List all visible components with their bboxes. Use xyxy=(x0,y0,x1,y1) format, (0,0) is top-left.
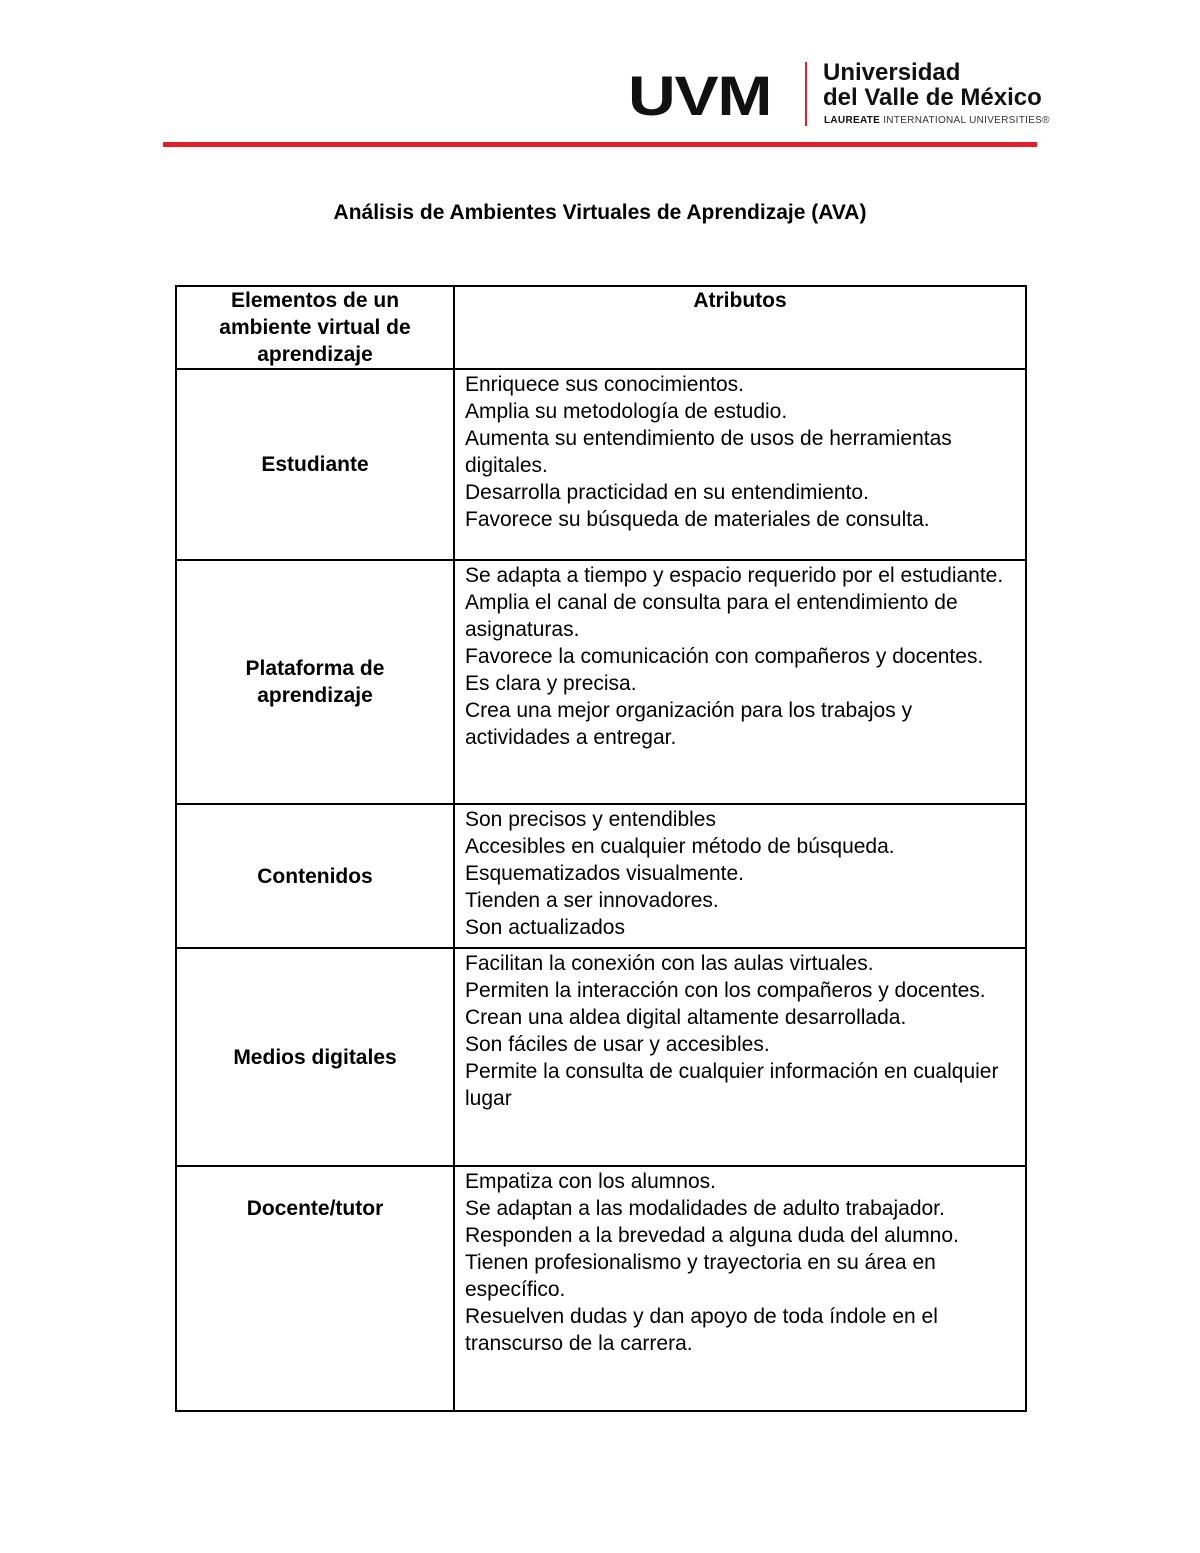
attribute-item: Esquematizados visualmente. xyxy=(465,862,744,885)
attributes-cell xyxy=(454,804,1026,948)
tagline-bold: LAUREATE xyxy=(824,115,881,126)
attribute-item: Son precisos y entendibles xyxy=(465,808,716,831)
attribute-item: Crea una mejor organización para los trabajos y actividades a entregar. xyxy=(465,699,913,749)
attribute-item: Favorece su búsqueda de materiales de consulta. xyxy=(465,508,930,531)
logo-tagline xyxy=(824,116,1050,126)
attribute-item: Facilitan la conexión con las aulas virtuales. xyxy=(465,952,874,975)
attribute-item: Permite la consulta de cualquier información en cualquier lugar xyxy=(465,1060,999,1110)
element-cell: Medios digitales xyxy=(176,948,454,1166)
header-attributes: Atributos xyxy=(454,286,1026,369)
attribute-item: Desarrolla practicidad en su entendimiento. xyxy=(465,481,869,504)
attribute-item: Son fáciles de usar y accesibles. xyxy=(465,1033,770,1056)
uvm-logo xyxy=(628,60,1048,132)
attribute-item: Es clara y precisa. xyxy=(465,672,637,695)
table-row xyxy=(176,804,1026,948)
attribute-list xyxy=(465,562,1015,751)
table-row xyxy=(176,948,1026,1166)
attribute-list xyxy=(465,950,1015,1112)
table-row xyxy=(176,560,1026,804)
document-title: Análisis de Ambientes Virtuales de Aprendizaje (AVA) xyxy=(333,201,867,224)
attributes-cell xyxy=(454,1166,1026,1411)
attribute-item: Se adapta a tiempo y espacio requerido por el estudiante. xyxy=(465,564,1004,587)
attribute-item: Tienen profesionalismo y trayectoria en su área en específico. xyxy=(465,1251,936,1301)
attribute-item: Se adaptan a las modalidades de adulto trabajador. xyxy=(465,1197,945,1220)
attribute-item: Crean una aldea digital altamente desarrollada. xyxy=(465,1006,907,1029)
attribute-item: Enriquece sus conocimientos. xyxy=(465,373,744,396)
element-cell: Plataforma de aprendizaje xyxy=(176,560,454,804)
attribute-item: Permiten la interacción con los compañeros y docentes. xyxy=(465,979,986,1002)
tagline-rest: INTERNATIONAL UNIVERSITIES® xyxy=(883,115,1050,126)
attributes-cell xyxy=(454,948,1026,1166)
university-name xyxy=(823,60,1042,110)
university-name-line1: Universidad xyxy=(823,59,961,86)
element-cell: Estudiante xyxy=(176,369,454,560)
attribute-list xyxy=(465,1168,1015,1357)
table-row xyxy=(176,1166,1026,1411)
attribute-item: Tienden a ser innovadores. xyxy=(465,889,719,912)
attributes-cell xyxy=(454,369,1026,560)
attribute-item: Responden a la brevedad a alguna duda del alumno. xyxy=(465,1224,959,1247)
attribute-item: Aumenta su entendimiento de usos de herramientas digitales. xyxy=(465,427,952,477)
element-cell: Docente/tutor xyxy=(176,1166,454,1411)
header-elements: Elementos de un ambiente virtual de aprendizaje xyxy=(176,286,454,369)
attribute-item: Favorece la comunicación con compañeros y docentes. xyxy=(465,645,984,668)
attribute-list xyxy=(465,806,1015,941)
logo-mark: UVM xyxy=(628,64,772,127)
university-name-line2: del Valle de México xyxy=(823,84,1042,111)
attribute-item: Resuelven dudas y dan apoyo de toda índole en el transcurso de la carrera. xyxy=(465,1305,938,1355)
attribute-item: Empatiza con los alumnos. xyxy=(465,1170,716,1193)
attributes-cell xyxy=(454,560,1026,804)
element-cell: Contenidos xyxy=(176,804,454,948)
header-red-rule xyxy=(163,142,1037,147)
ava-analysis-table xyxy=(175,285,1027,1412)
attribute-item: Accesibles en cualquier método de búsqueda. xyxy=(465,835,895,858)
logo-divider xyxy=(805,62,807,126)
attribute-item: Son actualizados xyxy=(465,916,625,939)
table-header-row xyxy=(176,286,1026,369)
attribute-list xyxy=(465,371,1015,533)
table-row xyxy=(176,369,1026,560)
attribute-item: Amplia el canal de consulta para el entendimiento de asignaturas. xyxy=(465,591,958,641)
attribute-item: Amplia su metodología de estudio. xyxy=(465,400,788,423)
